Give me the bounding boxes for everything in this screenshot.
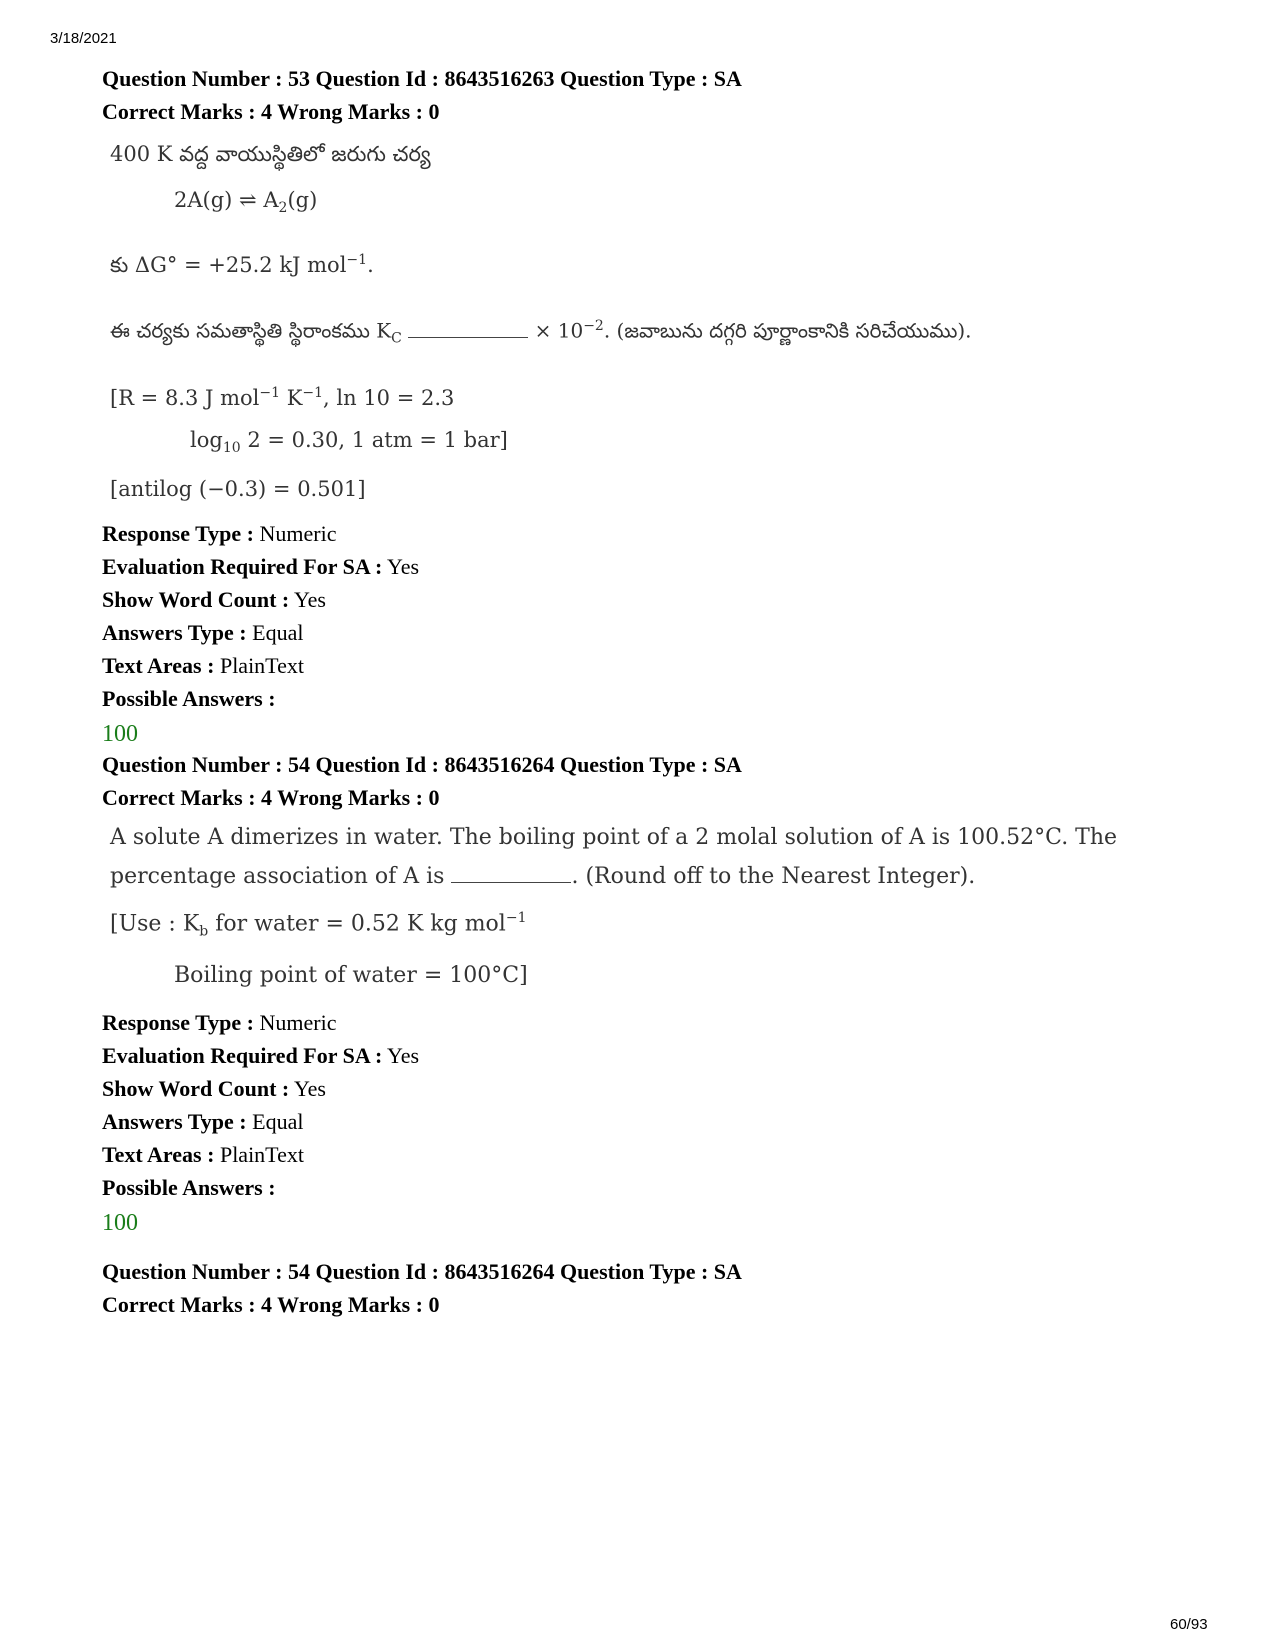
dg-sup: −1 xyxy=(346,252,368,269)
kc-mid: × 10 xyxy=(534,318,584,343)
eq-left: 2A(g) xyxy=(174,188,233,212)
r-sup2: −1 xyxy=(302,384,324,401)
r-sup1: −1 xyxy=(259,384,281,401)
meta-evaluation: Evaluation Required For SA : Yes xyxy=(102,554,420,580)
meta-word-count: Show Word Count : Yes xyxy=(102,1075,326,1101)
question-marks: Correct Marks : 4 Wrong Marks : 0 xyxy=(102,99,440,124)
answer-blank xyxy=(408,336,528,338)
question-53 xyxy=(102,62,1222,751)
question-54-repeat xyxy=(102,1255,1222,1321)
possible-answer: 100 xyxy=(102,721,138,748)
eq-tail: (g) xyxy=(287,188,318,212)
kc-sub: C xyxy=(391,330,402,347)
meta-response-type: Response Type : Numeric xyxy=(102,521,337,547)
question-header: Question Number : 54 Question Id : 8643516264 Question Type : SA xyxy=(102,752,742,777)
q53-line6 xyxy=(110,419,1222,469)
dg-end: . xyxy=(367,253,374,278)
meta-text-areas: Text Areas : PlainText xyxy=(102,1141,304,1167)
log-b: 2 = 0.30, 1 atm = 1 bar] xyxy=(240,427,508,452)
page-number: 60/93 xyxy=(1170,1616,1208,1633)
question-header: Question Number : 53 Question Id : 8643516263 Question Type : SA xyxy=(102,66,742,91)
q53-equation xyxy=(110,176,1222,232)
r-c: , ln 10 = 2.3 xyxy=(323,385,455,410)
kc-pre: ఈ చర్యకు సమతాస్థితి స్థిరాంకము K xyxy=(110,318,392,343)
page-date: 3/18/2021 xyxy=(50,30,117,47)
question-body xyxy=(110,132,1222,509)
meta-answers-type: Answers Type : Equal xyxy=(102,1108,304,1134)
q54-line3: [Use : $K_b$ for water = 0.52 K kg mol$^{-1}$ xyxy=(110,910,527,940)
kc-post: . (జవాబును దగ్గరి పూర్ణాంకానికి సరిచేయుము). xyxy=(603,318,972,343)
q53-line5 xyxy=(110,372,1222,419)
question-body xyxy=(110,818,1222,998)
question-meta xyxy=(102,1006,1222,1240)
q54-line1: A solute A dimerizes in water. The boiling point of a 2 molal solution of A is 100.52°C. The xyxy=(110,825,1118,850)
meta-evaluation: Evaluation Required For SA : Yes xyxy=(102,1042,420,1068)
log-sub: 10 xyxy=(222,440,241,457)
meta-possible-answers: Possible Answers : xyxy=(102,1174,276,1200)
meta-word-count: Show Word Count : Yes xyxy=(102,587,326,613)
possible-answer: 100 xyxy=(102,1209,138,1236)
question-meta xyxy=(102,517,1222,751)
question-marks: Correct Marks : 4 Wrong Marks : 0 xyxy=(102,1292,440,1317)
q54-line2: percentage association of A is . (Round off to the Nearest Integer). xyxy=(110,864,976,889)
kc-sup: −2 xyxy=(583,318,604,335)
meta-response-type: Response Type : Numeric xyxy=(102,1009,337,1035)
q53-line1: 400 K వద్ద వాయుస్థితిలో జరుగు చర్య xyxy=(110,142,431,166)
r-b: K xyxy=(280,385,303,410)
question-54 xyxy=(102,748,1222,1240)
q53-line7: [antilog (−0.3) = 0.501] xyxy=(110,477,366,502)
answer-blank xyxy=(451,881,571,883)
q54-line4: Boiling point of water = 100°C] xyxy=(174,962,528,988)
eq-right: A xyxy=(263,188,279,212)
dg-text: కు ΔG° = +25.2 kJ mol xyxy=(110,253,347,278)
eq-arrow: ⇌ xyxy=(239,188,257,212)
r-a: [R = 8.3 J mol xyxy=(110,385,260,410)
q53-line4 xyxy=(110,293,1222,372)
question-marks: Correct Marks : 4 Wrong Marks : 0 xyxy=(102,785,440,810)
eq-sub: 2 xyxy=(278,200,288,217)
q53-line3 xyxy=(110,232,1222,293)
meta-text-areas: Text Areas : PlainText xyxy=(102,653,304,679)
question-header: Question Number : 54 Question Id : 8643516264 Question Type : SA xyxy=(102,1259,742,1284)
meta-possible-answers: Possible Answers : xyxy=(102,686,276,712)
meta-answers-type: Answers Type : Equal xyxy=(102,620,304,646)
log-a: log xyxy=(190,427,223,452)
